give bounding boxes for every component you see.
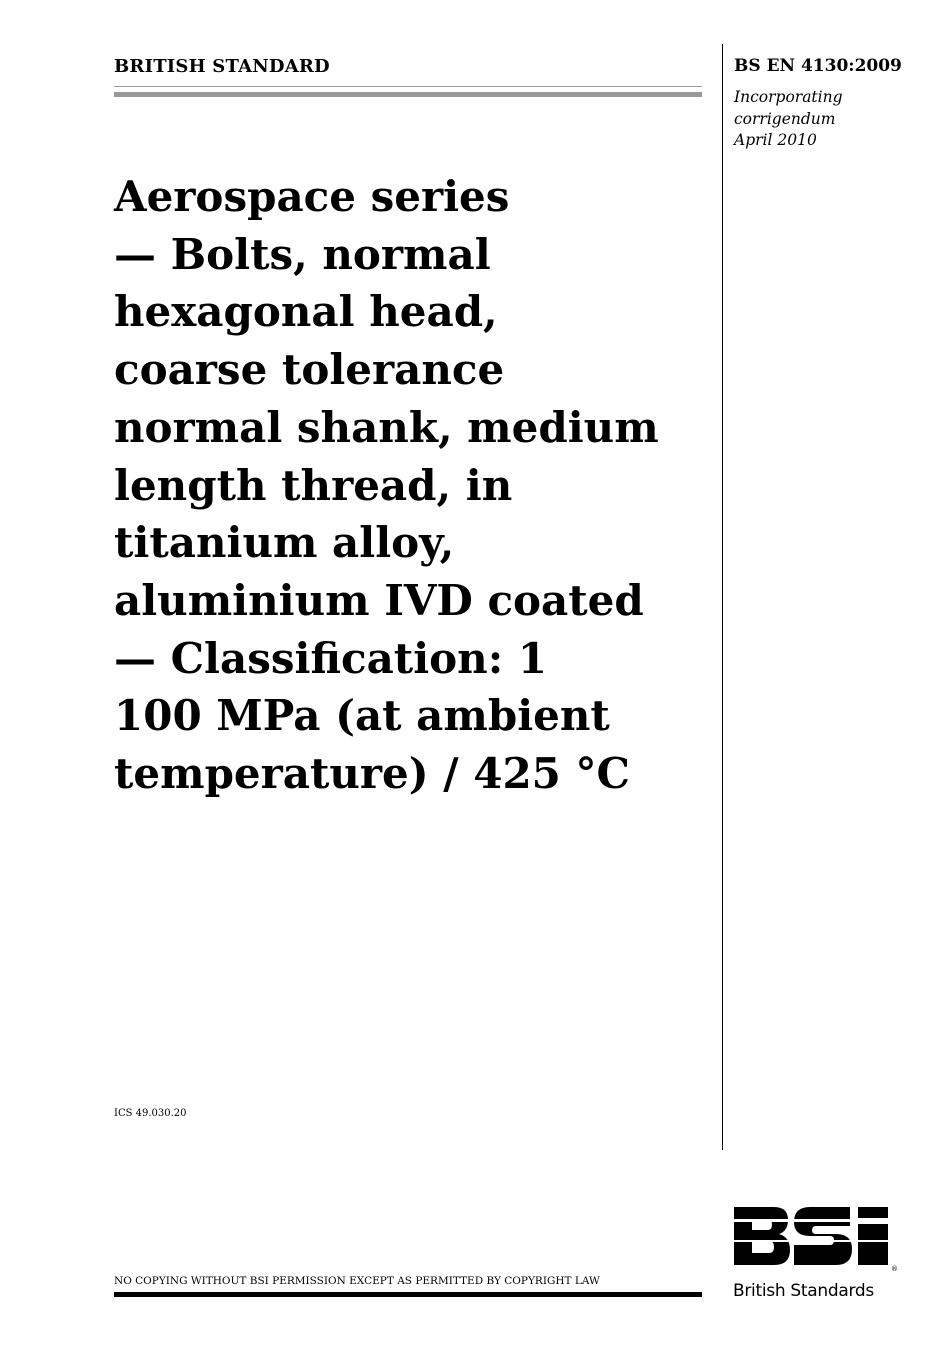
title-line: aluminium IVD coated xyxy=(114,575,644,625)
title-line: Aerospace series xyxy=(114,172,510,221)
title-line: temperature) / 425 °C xyxy=(114,749,630,799)
header-label: BRITISH STANDARD xyxy=(114,56,330,77)
corrigendum-line: corrigendum xyxy=(734,109,836,128)
header-rule-thick xyxy=(114,92,702,97)
ics-code: ICS 49.030.20 xyxy=(114,1108,187,1119)
margin-vertical-rule xyxy=(722,44,723,1150)
corrigendum-line: Incorporating xyxy=(734,88,843,106)
footer-rule xyxy=(114,1292,702,1297)
title-line: 100 MPa (at ambient xyxy=(114,691,610,741)
title-line: coarse tolerance xyxy=(114,345,505,395)
copyright-notice: NO COPYING WITHOUT BSI PERMISSION EXCEPT AS PERMITTED BY COPYRIGHT LAW xyxy=(114,1275,600,1287)
document-title xyxy=(114,168,714,803)
title-line: normal shank, medium xyxy=(114,402,659,452)
standard-number: BS EN 4130:2009 xyxy=(734,56,902,76)
title-line: — Classification: 1 xyxy=(114,633,548,683)
corrigendum-line: April 2010 xyxy=(734,131,817,149)
svg-text:®: ® xyxy=(891,1265,898,1273)
bsi-logo-caption: British Standards xyxy=(733,1281,874,1301)
title-line: length thread, in xyxy=(114,460,513,510)
title-line: titanium alloy, xyxy=(114,518,455,568)
corrigendum-note xyxy=(734,87,924,152)
title-line: — Bolts, normal xyxy=(114,229,491,279)
title-line: hexagonal head, xyxy=(114,287,498,337)
header-rule-thin xyxy=(114,86,702,87)
